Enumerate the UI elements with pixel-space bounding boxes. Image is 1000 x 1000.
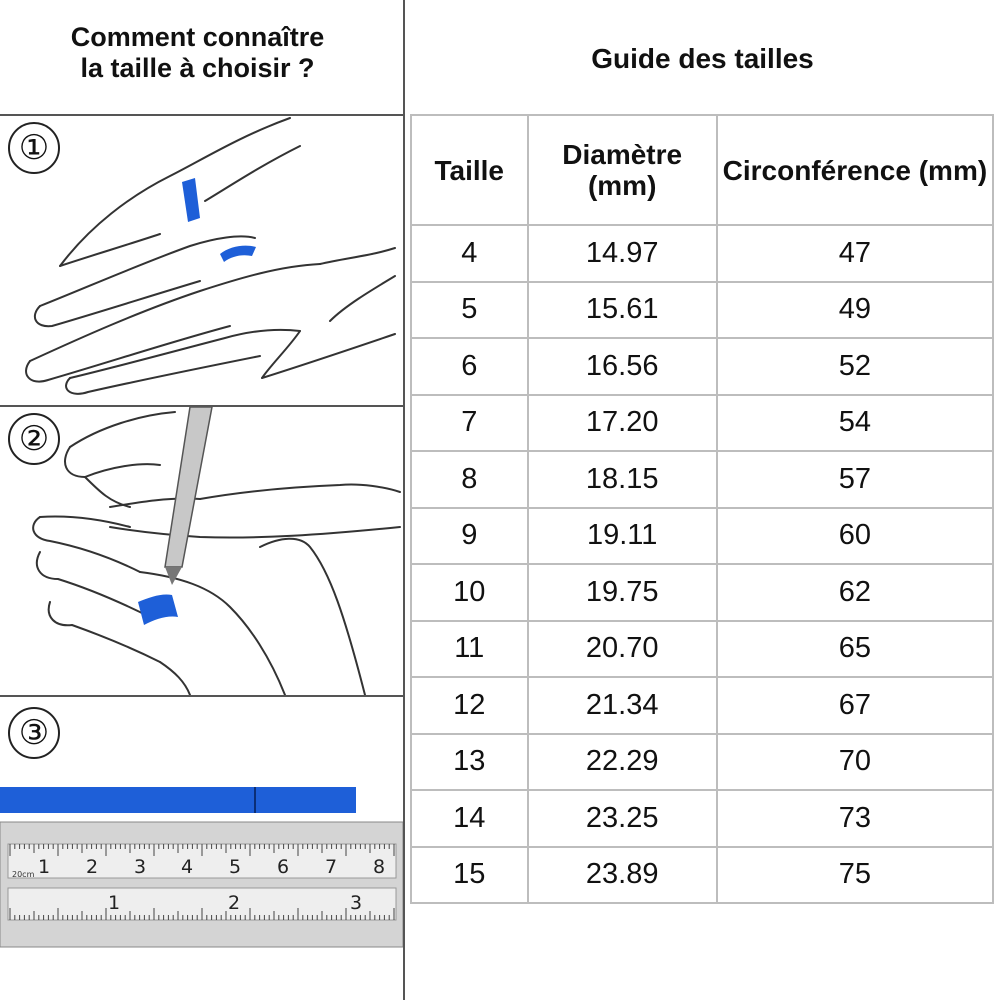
how-to-title [0,22,395,84]
header-circumference: Circonférence (mm) [717,115,993,225]
diameter-cell: 19.75 [528,564,717,621]
tape-on-finger [138,594,178,625]
size-table [410,114,994,904]
circumference-cell: 54 [717,395,993,452]
header-size: Taille [411,115,528,225]
size-cell: 8 [411,451,528,508]
ruler-illustration [0,697,403,1000]
size-cell: 10 [411,564,528,621]
hand-wrap-illustration [0,116,403,405]
diameter-cell: 19.11 [528,508,717,565]
circumference-cell: 49 [717,282,993,339]
pen [165,407,212,567]
step-3-panel [0,697,403,1000]
size-cell: 13 [411,734,528,791]
size-cell: 12 [411,677,528,734]
ruler-top-label: 8 [373,856,386,878]
header-diameter: Diamètre (mm) [528,115,717,225]
table-row [411,677,993,734]
ruler-top-label: 1 [38,856,51,878]
table-row [411,338,993,395]
step-number-2: ② [8,413,60,465]
size-guide-title: Guide des tailles [591,43,814,74]
diameter-cell: 16.56 [528,338,717,395]
how-to-title-line1: Comment connaître [70,22,325,52]
size-cell: 15 [411,847,528,904]
table-row [411,395,993,452]
ruler [0,822,403,947]
table-header-row [411,115,993,225]
circumference-cell: 57 [717,451,993,508]
circumference-cell: 62 [717,564,993,621]
diameter-cell: 21.34 [528,677,717,734]
ruler-top-label: 6 [277,856,290,878]
table-row [411,847,993,904]
ruler-top-label: 2 [86,856,99,878]
diameter-cell: 18.15 [528,451,717,508]
table-row [411,508,993,565]
ruler-top-label: 7 [325,856,338,878]
size-cell: 5 [411,282,528,339]
circumference-cell: 67 [717,677,993,734]
ruler-small-label: 20cm [12,870,35,879]
diameter-cell: 17.20 [528,395,717,452]
circumference-cell: 52 [717,338,993,395]
circumference-cell: 60 [717,508,993,565]
step-number-3: ③ [8,707,60,759]
tape-strip-1 [182,178,200,222]
ruler-bottom-label: 3 [350,892,363,914]
circumference-cell: 73 [717,790,993,847]
size-cell: 7 [411,395,528,452]
ruler-top-label: 5 [229,856,242,878]
step-1-panel [0,116,403,405]
ruler-bottom-label: 2 [228,892,241,914]
ruler-top-label: 3 [134,856,147,878]
tape-strip-2 [220,246,256,262]
circumference-cell: 65 [717,621,993,678]
size-cell: 9 [411,508,528,565]
step-number-1: ① [8,122,60,174]
table-row [411,451,993,508]
size-cell: 14 [411,790,528,847]
vertical-divider [403,0,405,1000]
ruler-bottom-label: 1 [108,892,121,914]
table-row [411,225,993,282]
ruler-top-label: 4 [181,856,194,878]
circumference-cell: 75 [717,847,993,904]
circumference-cell: 70 [717,734,993,791]
diameter-cell: 15.61 [528,282,717,339]
diameter-cell: 20.70 [528,621,717,678]
size-cell: 11 [411,621,528,678]
diameter-cell: 23.89 [528,847,717,904]
diameter-cell: 14.97 [528,225,717,282]
how-to-title-line2: la taille à choisir ? [80,53,315,83]
size-cell: 4 [411,225,528,282]
table-row [411,790,993,847]
hand-marking-illustration [0,407,403,695]
table-row [411,734,993,791]
measured-tape [0,787,356,813]
table-row [411,282,993,339]
diameter-cell: 23.25 [528,790,717,847]
table-row [411,564,993,621]
step-2-panel [0,407,403,695]
table-row [411,621,993,678]
diameter-cell: 22.29 [528,734,717,791]
circumference-cell: 47 [717,225,993,282]
size-cell: 6 [411,338,528,395]
